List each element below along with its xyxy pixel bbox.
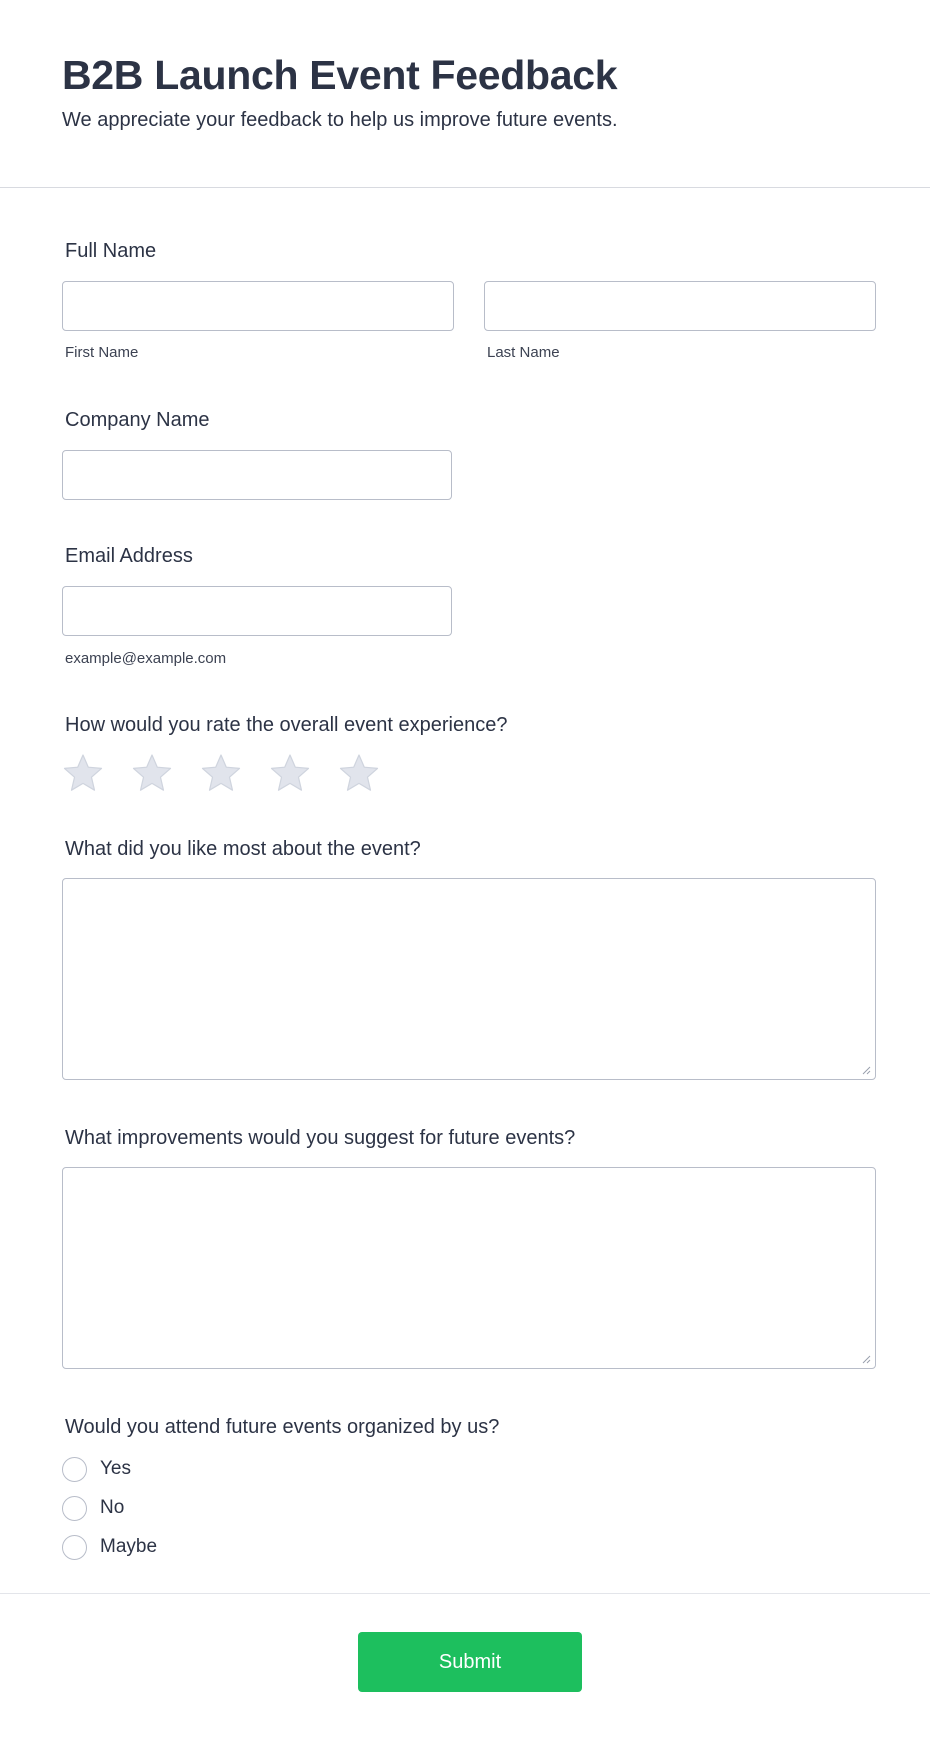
- form-header: [0, 0, 930, 188]
- radio-button[interactable]: [62, 1457, 87, 1482]
- radio-label: Yes: [100, 1458, 131, 1479]
- email-sublabel: example@example.com: [65, 650, 227, 667]
- company-name-label: Company Name: [65, 409, 210, 431]
- rating-label: How would you rate the overall event experience?: [65, 714, 508, 736]
- radio-button[interactable]: [62, 1496, 87, 1521]
- resize-grip-icon[interactable]: [862, 1066, 871, 1075]
- liked-most-label: What did you like most about the event?: [65, 838, 421, 860]
- improvements-label: What improvements would you suggest for future events?: [65, 1127, 576, 1149]
- email-input[interactable]: [62, 586, 452, 636]
- last-name-input[interactable]: [484, 281, 876, 331]
- improvements-textarea[interactable]: [62, 1167, 876, 1369]
- attend-future-label: Would you attend future events organized by us?: [65, 1416, 500, 1438]
- form-subtitle: We appreciate your feedback to help us improve future events.: [62, 109, 618, 131]
- footer-divider: [0, 1593, 930, 1594]
- resize-grip-icon[interactable]: [862, 1355, 871, 1364]
- first-name-input[interactable]: [62, 281, 454, 331]
- form-title: B2B Launch Event Feedback: [62, 52, 618, 98]
- last-name-sublabel: Last Name: [487, 344, 560, 361]
- company-name-input[interactable]: [62, 450, 452, 500]
- star-icon[interactable]: [338, 752, 380, 794]
- radio-label: No: [100, 1497, 125, 1518]
- email-label: Email Address: [65, 545, 193, 567]
- submit-button[interactable]: Submit: [358, 1632, 582, 1692]
- radio-label: Maybe: [100, 1536, 158, 1557]
- radio-button[interactable]: [62, 1535, 87, 1560]
- star-icon[interactable]: [131, 752, 173, 794]
- liked-most-textarea[interactable]: [62, 878, 876, 1080]
- star-icon[interactable]: [200, 752, 242, 794]
- first-name-sublabel: First Name: [65, 344, 139, 361]
- star-icon[interactable]: [269, 752, 311, 794]
- star-icon[interactable]: [62, 752, 104, 794]
- full-name-label: Full Name: [65, 240, 157, 262]
